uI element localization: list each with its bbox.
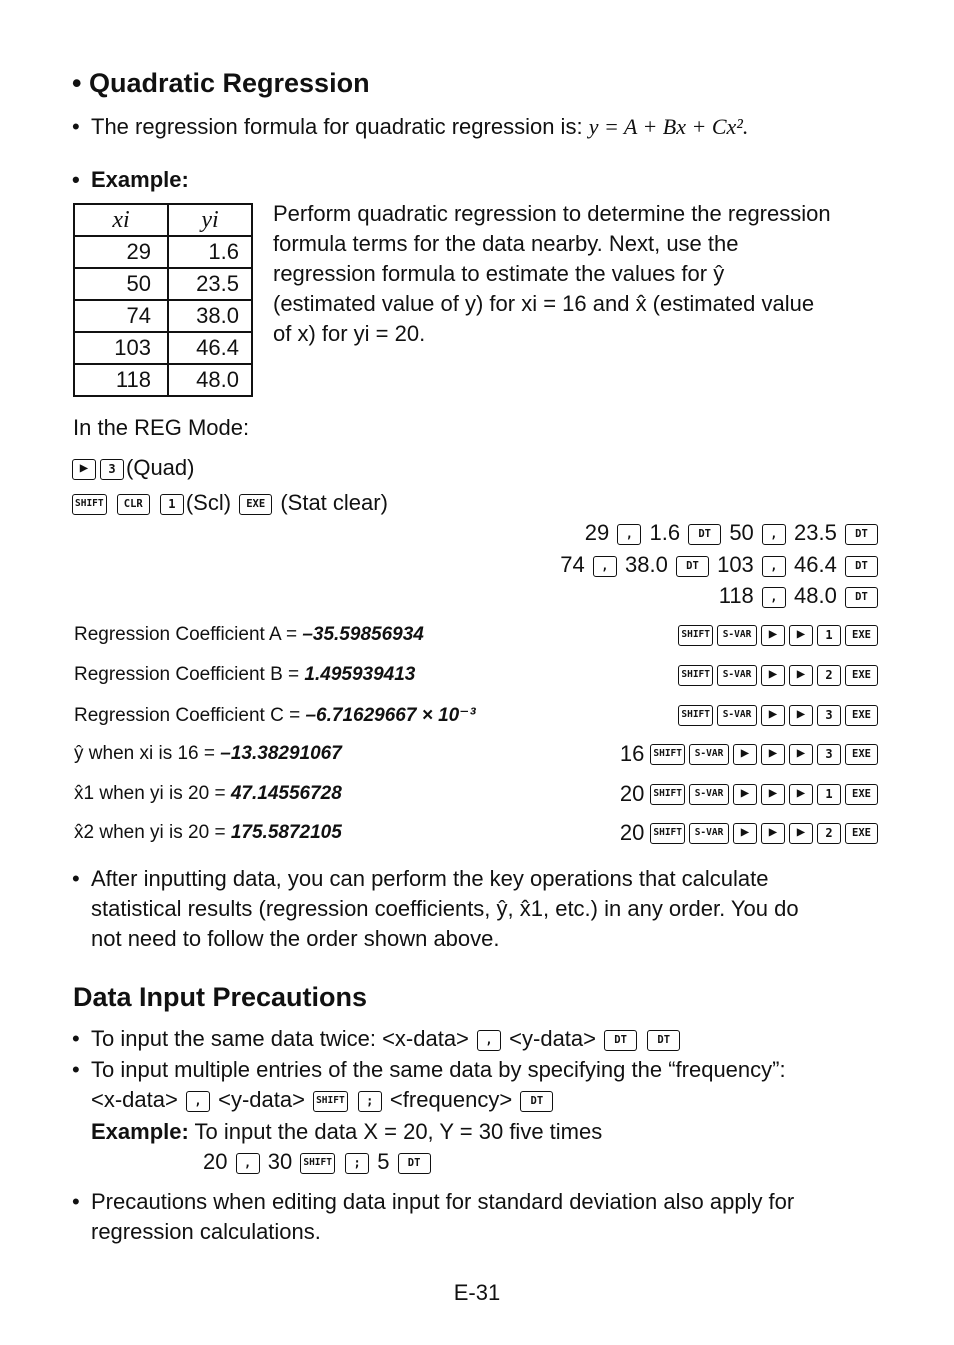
exe-key: EXE	[239, 494, 272, 515]
exe-key: EXE	[845, 665, 878, 686]
shift-key: SHIFT	[650, 823, 685, 844]
table-header-xi: xi	[74, 204, 168, 236]
formula-line: The regression formula for quadratic regression is: y = A + Bx + Cx².	[91, 114, 749, 139]
comma-key: ,	[762, 524, 786, 545]
setup-quad-line: ▶ 3 (Quad)	[70, 453, 194, 483]
table-row: 118 48.0	[74, 364, 252, 396]
result-row-c: Regression Coefficient C = –6.71629667 × 10⁻³ SHIFT S-VAR ▶ ▶ 3 EXE	[74, 700, 880, 730]
bullet: •	[72, 1026, 80, 1051]
right-arrow-key: ▶	[761, 705, 785, 726]
right-arrow-key: ▶	[789, 823, 813, 844]
shift-key: SHIFT	[650, 744, 685, 765]
section-title-precautions: Data Input Precautions	[73, 982, 368, 1012]
semicolon-key: ;	[358, 1091, 382, 1112]
data-entry-line: 74 , 38.0 DT 103 , 46.4 DT	[300, 550, 880, 580]
table-row: 29 1.6	[74, 236, 252, 268]
key-3: 3	[817, 705, 841, 726]
result-row-yhat: ŷ when xi is 16 = –13.38291067 16 SHIFT S-VAR ▶ ▶ ▶ 3 EXE	[74, 739, 880, 769]
title-bullet: •	[72, 68, 89, 98]
key-1: 1	[817, 784, 841, 805]
precaution-twice: To input the same data twice: <x-data> , <y-data> DT DT	[91, 1024, 881, 1054]
right-arrow-key: ▶	[761, 784, 785, 805]
result-row-xhat1: x̂1 when yi is 20 = 47.14556728 20 SHIFT S-VAR ▶ ▶ ▶ 1 EXE	[74, 779, 880, 809]
key-1: 1	[160, 494, 184, 515]
precaution-editing: Precautions when editing data input for standard deviation also apply for regression calculations.	[91, 1189, 795, 1244]
semicolon-key: ;	[345, 1153, 369, 1174]
mode-line: In the REG Mode:	[73, 415, 250, 440]
coefficient-a-value: –35.59856934	[302, 624, 424, 645]
xhat1-value: 47.14556728	[230, 783, 342, 804]
right-arrow-key: ▶	[789, 625, 813, 646]
svar-key: S-VAR	[717, 625, 757, 646]
exe-key: EXE	[845, 784, 878, 805]
result-row-b: Regression Coefficient B = 1.495939413 SHIFT S-VAR ▶ ▶ 2 EXE	[74, 660, 880, 690]
after-note: After inputting data, you can perform the key operations that calculate statistical results (regression coefficients, ŷ, x̂1, etc.) in any order. You do not need to follow the order shown above.	[91, 866, 799, 951]
comma-key: ,	[762, 587, 786, 608]
dt-key: DT	[688, 524, 721, 545]
comma-key: ,	[236, 1153, 260, 1174]
dt-key: DT	[520, 1091, 553, 1112]
data-entry-line: 29 , 1.6 DT 50 , 23.5 DT	[300, 518, 880, 548]
yhat-value: –13.38291067	[220, 743, 342, 764]
right-arrow-key: ▶	[733, 744, 757, 765]
right-arrow-key: ▶	[761, 625, 785, 646]
shift-key: SHIFT	[300, 1153, 335, 1174]
right-arrow-key: ▶	[72, 459, 96, 480]
right-arrow-key: ▶	[733, 823, 757, 844]
shift-key: SHIFT	[678, 705, 713, 726]
dt-key: DT	[676, 556, 709, 577]
xhat2-value: 175.5872105	[230, 822, 342, 843]
bullet: •	[72, 167, 80, 192]
data-table	[73, 203, 253, 397]
right-arrow-key: ▶	[733, 784, 757, 805]
right-arrow-key: ▶	[789, 744, 813, 765]
dt-key: DT	[845, 524, 878, 545]
right-arrow-key: ▶	[789, 784, 813, 805]
table-row: 50 23.5	[74, 268, 252, 300]
coefficient-c-value: –6.71629667 × 10⁻³	[305, 704, 476, 726]
shift-key: SHIFT	[678, 625, 713, 646]
key-3: 3	[100, 459, 124, 480]
exe-key: EXE	[845, 823, 878, 844]
svar-key: S-VAR	[689, 744, 729, 765]
right-arrow-key: ▶	[761, 823, 785, 844]
comma-key: ,	[617, 524, 641, 545]
table-row: 103 46.4	[74, 332, 252, 364]
page-number: E-31	[453, 1280, 501, 1305]
shift-key: SHIFT	[678, 665, 713, 686]
shift-key: SHIFT	[72, 494, 107, 515]
right-arrow-key: ▶	[789, 665, 813, 686]
comma-key: ,	[593, 556, 617, 577]
precaution-frequency: To input multiple entries of the same data by specifying the “frequency”: <x-data> , <y-data> SHIFT ; <frequency> DT	[91, 1057, 786, 1112]
result-row-a: Regression Coefficient A = –35.59856934 SHIFT S-VAR ▶ ▶ 1 EXE	[74, 620, 880, 650]
coefficient-b-value: 1.495939413	[304, 664, 416, 685]
precaution-example-keys: 20 , 30 SHIFT ; 5 DT	[203, 1147, 433, 1177]
exe-key: EXE	[845, 705, 878, 726]
dt-key: DT	[845, 556, 878, 577]
dt-key: DT	[604, 1030, 637, 1051]
shift-key: SHIFT	[650, 784, 685, 805]
right-arrow-key: ▶	[789, 705, 813, 726]
key-3: 3	[817, 744, 841, 765]
comma-key: ,	[762, 556, 786, 577]
example-label: Example:	[91, 167, 189, 192]
key-2: 2	[817, 665, 841, 686]
svar-key: S-VAR	[717, 705, 757, 726]
svar-key: S-VAR	[689, 823, 729, 844]
bullet: •	[72, 1189, 80, 1214]
data-entry-line: 118 , 48.0 DT	[300, 581, 880, 611]
svar-key: S-VAR	[689, 784, 729, 805]
formula: y = A + Bx + Cx².	[588, 114, 749, 139]
dt-key: DT	[845, 587, 878, 608]
description: Perform quadratic regression to determine the regression formula terms for the data nearby. Next, use the regression formula to estimate the values for ŷ (estimated value of y) for xi = 16 and x̂ (estimated value of x) for yi = 20.	[273, 201, 831, 346]
dt-key: DT	[398, 1153, 431, 1174]
clr-key: CLR	[117, 494, 150, 515]
bullet: •	[72, 114, 80, 139]
bullet: •	[72, 1057, 80, 1082]
svar-key: S-VAR	[717, 665, 757, 686]
dt-key: DT	[647, 1030, 680, 1051]
comma-key: ,	[477, 1030, 501, 1051]
result-row-xhat2: x̂2 when yi is 20 = 175.5872105 20 SHIFT S-VAR ▶ ▶ ▶ 2 EXE	[74, 818, 880, 848]
table-row: 74 38.0	[74, 300, 252, 332]
right-arrow-key: ▶	[761, 665, 785, 686]
table-header-yi: yi	[168, 204, 252, 236]
key-2: 2	[817, 823, 841, 844]
precaution-example: Example: To input the data X = 20, Y = 30 five times	[91, 1119, 603, 1144]
section-title-quadratic: • Quadratic Regression	[72, 68, 370, 98]
right-arrow-key: ▶	[761, 744, 785, 765]
key-1: 1	[817, 625, 841, 646]
comma-key: ,	[186, 1091, 210, 1112]
shift-key: SHIFT	[313, 1091, 348, 1112]
bullet: •	[72, 866, 80, 891]
setup-scl-line: SHIFT CLR 1 (Scl) EXE (Stat clear)	[70, 488, 388, 518]
exe-key: EXE	[845, 625, 878, 646]
exe-key: EXE	[845, 744, 878, 765]
